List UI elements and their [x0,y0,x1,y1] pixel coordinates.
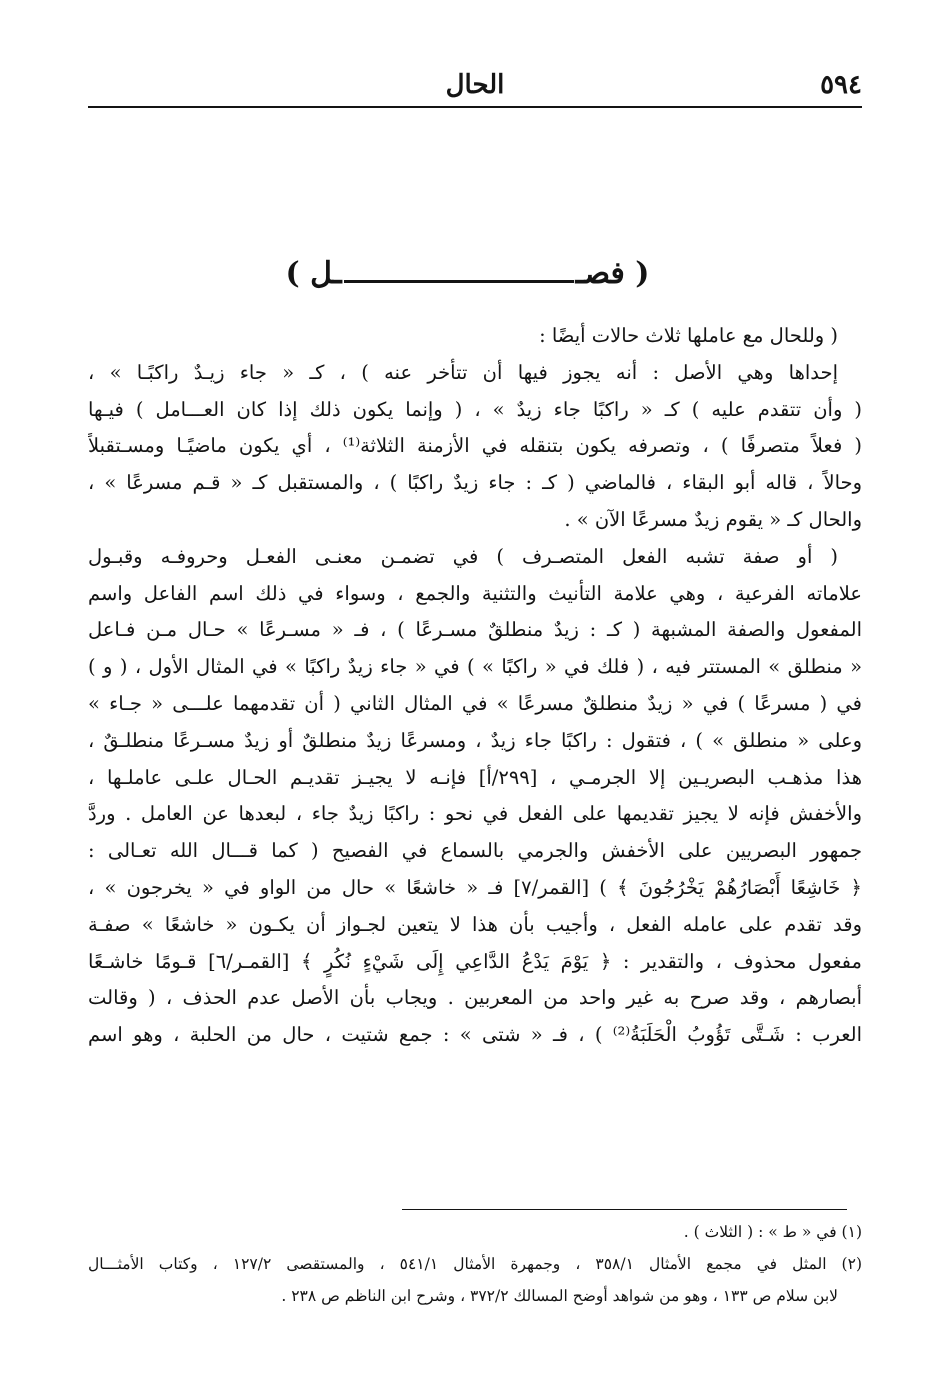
footnote-line: لابن سلام ص ١٣٣ ، وهو من شواهد أوضح المسالك ٣٧٢/٢ ، وشرح ابن الناظم ص ٢٣٨ . [281,1287,838,1305]
page-number: ٥٩٤ [820,70,862,100]
body-line: وحالاً ، قاله أبو البقاء ، فالماضي ( كـ : جاء زيدٌ راكبًا ) ، والمستقبل كـ « قـم مسرعًا » ، [88,471,862,495]
body-line: إحداها وهي الأصل : أنه يجوز فيها أن تتأخر عنه ) ، كـ « جاء زيـدٌ راكبًـا » ، [88,360,838,384]
body-line: ( فعلاً متصرفًا ) ، وتصرفه يكون بتنقله في الأزمنة الثلاثة⁽¹⁾ ، أي يكون ماضيًـا ومسـتقبلاً [88,434,862,458]
body-line: ( وللحال مع عاملها ثلاث حالات أيضًا : [539,324,838,347]
body-line: « منطلق » المستتر فيه ، ( فلك في « راكبًا » ) في « جاء زيدٌ راكبًا » في المثال الأول ، ( و ) [88,655,862,679]
body-line: وعلى « منطلق » ) ، فتقول : راكبًا جاء زيدٌ ، ومسرعًا زيدٌ منطلقٌ أو زيدٌ مسـرعًا منطلـقٌ ، [88,728,862,752]
section-heading-close: ـل ) [285,256,342,291]
body-text [88,318,862,1054]
body-line: علاماته الفرعية ، وهي علامة التأنيث والتثنية والجمع ، وسواء في ذلك اسم الفاعل واسم [88,581,862,605]
footnotes [88,1216,862,1312]
footnote-line: (١) في « ط » : ( الثلاث ) . [683,1223,862,1241]
body-line: أبصارهم ، وقد صرح به غير واحد من المعربين . ويجاب بأن الأصل عدم الحذف ، ( وقالت [88,986,862,1010]
footnote-separator [402,1209,847,1210]
body-line: ( أو صفة تشبه الفعل المتصـرف ) في تضمـن معنـى الفعـل وحروفـه وقبـول [88,544,838,568]
body-line: والأخفش فإنه لا يجيز تقديمها على الفعل في نحو : راكبًا زيدٌ جاء ، لبعدها عن العامل . وردَّ [88,802,862,826]
body-line: العرب : شَـتَّى تَؤُوبُ الْحَلَبَةُ⁽²⁾ ) ، فـ « شتى » : جمع شتيت ، حال من الحلبة ، وهو اسم [88,1023,862,1047]
page-header [88,62,862,106]
running-title: الحال [445,70,505,100]
body-line: هذا مذهـب البصريـين إلا الجرمـي ، [٢٩٩/أ] فإنـه لا يجيـز تقديـم الحـال علـى عاملـها ، [88,765,862,789]
body-line: مفعول محذوف ، والتقدير : ﴿ يَوْمَ يَدْعُ الدَّاعِي إِلَى شَيْءٍ نُكُرٍ ﴾ [القمـر/٦] قـومًا خاشـعًا [88,949,862,973]
section-heading [0,256,935,291]
footnote-line: (٢) المثل في مجمع الأمثال ٣٥٨/١ ، وجمهرة الأمثال ٥٤١/١ ، والمستقصى ١٢٧/٢ ، وكتاب الأمثـــال [88,1255,862,1273]
body-line: جمهور البصريين على الأخفش والجرمي بالسماع في الفصيح ( كما قـــال الله تعـالى : [88,839,862,863]
body-line: والحال كـ « يقوم زيدٌ مسرعًا الآن » . [564,507,862,531]
section-heading-open: ( فصـ [575,256,650,291]
body-line: المفعول والصفة المشبهة ( كـ : زيدٌ منطلقٌ مسـرعًا ) ، فـ « مسـرعًا » حـال مـن فـاعل [88,618,862,642]
body-line: وقد تقدم على عامله الفعل ، وأجيب بأن هذا لا يتعين لجـواز أن يكـون « خاشعًا » صفـة [88,912,862,936]
heading-elongation-stroke [344,280,574,283]
body-line: ( وأن تتقدم عليه ) كـ « راكبًا جاء زيدٌ » ، ( وإنما يكون ذلك إذا كان العـــامل ) فيـها [88,397,862,421]
header-rule [88,106,862,108]
body-line: في ( مسرعًا ) في « زيدٌ منطلقٌ مسرعًا » في المثال الثاني ( أن تقدمهما علـــى « جـاء » [88,691,862,715]
body-line: ﴿ خَاشِعًا أَبْصَارُهُمْ يَخْرُجُونَ ﴾ ) [القمر/٧] فـ « خاشعًا » حال من الواو في « يخرجون » ، [88,875,862,899]
